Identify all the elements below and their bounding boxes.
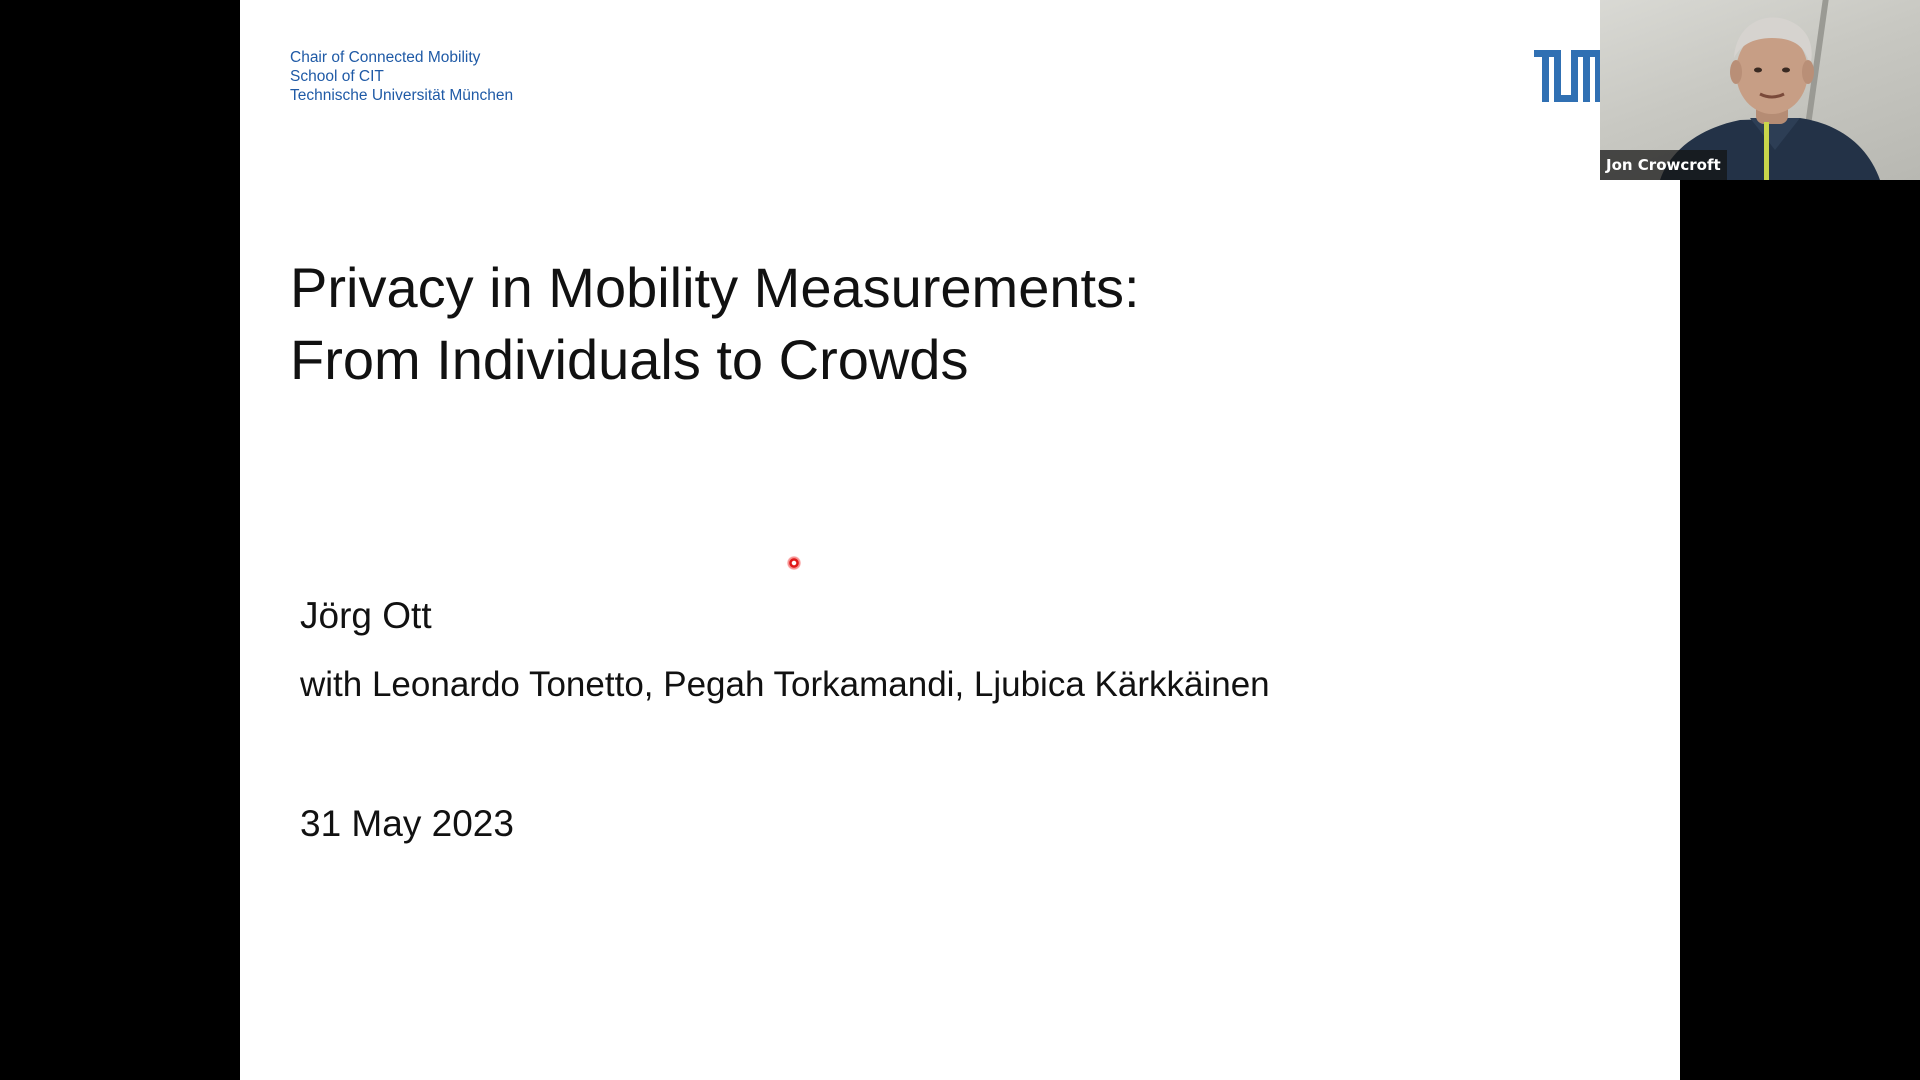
presentation-date: 31 May 2023 xyxy=(300,803,514,844)
tum-logo-icon xyxy=(1534,50,1604,102)
presentation-slide xyxy=(240,0,1680,1080)
author-name: Jörg Ott xyxy=(300,595,432,636)
chair-line-3: Technische Universität München xyxy=(290,87,514,104)
slide-title-line-1: Privacy in Mobility Measurements: xyxy=(290,256,1140,319)
slide-title xyxy=(290,252,1140,396)
participant-video-tile[interactable] xyxy=(1600,0,1920,180)
participant-name-label: Jon Crowcroft xyxy=(1600,150,1727,180)
coauthors-line: with Leonardo Tonetto, Pegah Torkamandi, Ljubica Kärkkäinen xyxy=(300,665,1270,704)
laser-pointer-icon xyxy=(787,556,801,570)
slide-title-line-2: From Individuals to Crowds xyxy=(290,328,969,391)
chair-line-1: Chair of Connected Mobility xyxy=(290,49,481,66)
chair-line-2: School of CIT xyxy=(290,68,384,85)
chair-affiliation xyxy=(290,48,513,105)
